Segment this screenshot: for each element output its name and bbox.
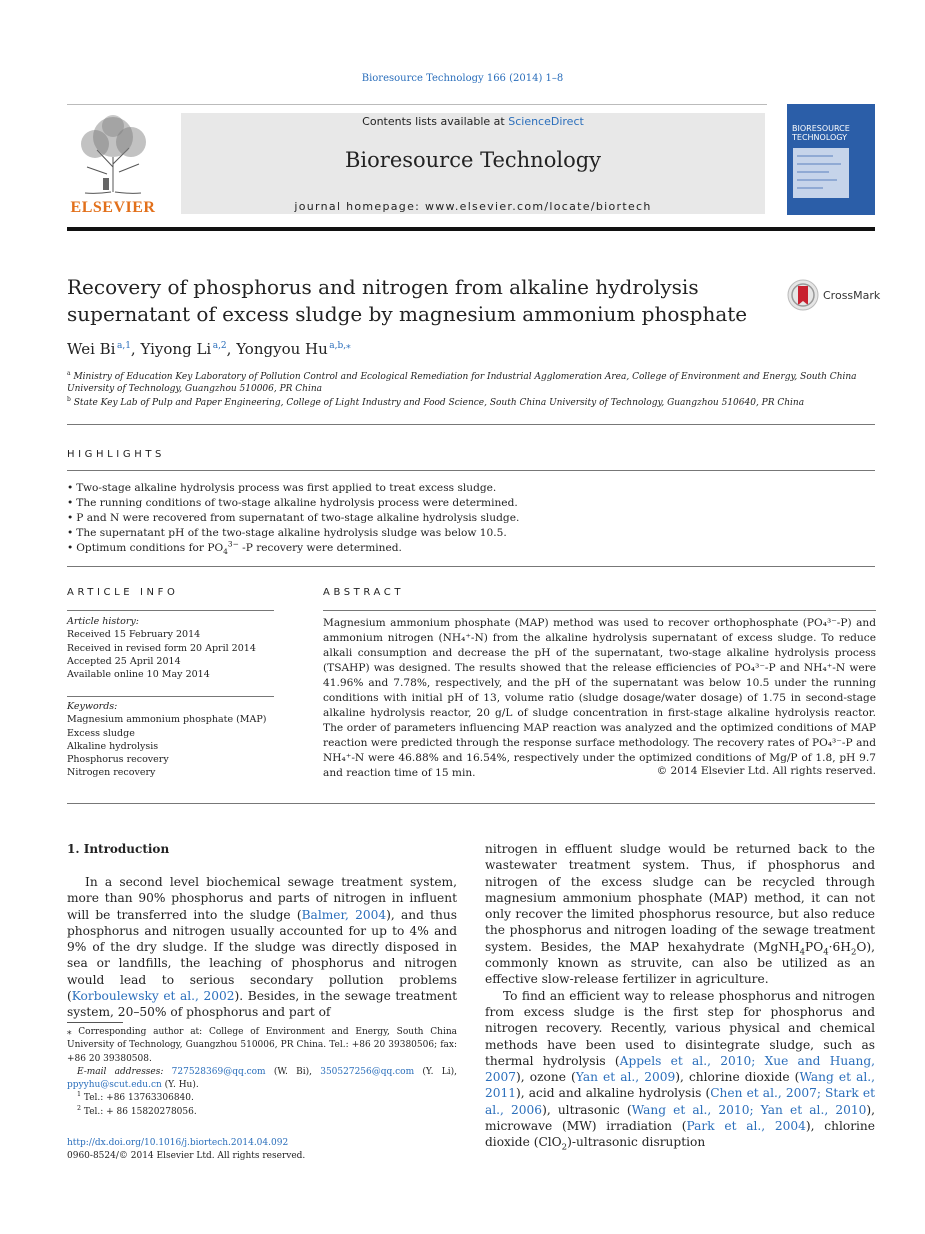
section-divider xyxy=(67,566,875,567)
history-item: Accepted 25 April 2014 xyxy=(67,655,181,667)
journal-name: Bioresource Technology xyxy=(344,148,602,172)
highlight-item: • Optimum conditions for $PO_4^{3-}$ -P recovery were determined. xyxy=(67,541,875,556)
introduction-heading: 1. Introduction xyxy=(67,842,170,856)
highlight-item: • P and N were recovered from supernatant of two-stage alkaline hydrolysis sludge. xyxy=(67,511,875,526)
highlight-item: • Two-stage alkaline hydrolysis process was first applied to treat excess sludge. xyxy=(67,481,875,496)
header-rule xyxy=(67,104,767,105)
section-divider xyxy=(67,424,875,425)
cover-graphic xyxy=(793,148,849,198)
crossmark-icon[interactable] xyxy=(787,279,819,311)
citation-link[interactable]: Korboulewsky et al., 2002 xyxy=(71,989,235,1004)
affiliation-a: $^a$ Ministry of Education Key Laboratory of Pollution Control and Ecological Remediation for Industrial Agglomeration Area, College of Environment and Energy, South China University of Technology, Guangzhou 510006, PR China xyxy=(67,370,857,394)
footnotes xyxy=(67,1026,457,1119)
citation-link[interactable]: Wang et al., 2011 xyxy=(485,1070,876,1101)
cover-title: BIORESOURCE TECHNOLOGY xyxy=(792,124,850,142)
citation-link[interactable]: Park et al., 2004 xyxy=(686,1119,806,1134)
author-name: Wei Bi xyxy=(67,340,116,358)
highlights-heading: HIGHLIGHTS xyxy=(67,449,165,460)
keyword-item: Phosphorus recovery xyxy=(67,754,169,766)
corresponding-author-note: ⁎ Corresponding author at: College of Environment and Energy, South China University of Technology, Guangzhou 510006, PR China. Tel.: +86 20 39380506; fax: +86 20 39380508. xyxy=(67,1027,457,1064)
history-item: Available online 10 May 2014 xyxy=(67,669,210,681)
sciencedirect-link[interactable]: ScienceDirect xyxy=(508,115,584,128)
highlights-list xyxy=(67,481,875,556)
affiliation-b: $^b$ State Key Lab of Pulp and Paper Engineering, College of Light Industry and Food Science, South China University of Technology, Guangzhou 510640, PR China xyxy=(67,396,805,408)
author-name: Yiyong Li xyxy=(140,340,212,358)
section-divider xyxy=(67,803,875,804)
article-title: Recovery of phosphorus and nitrogen from alkaline hydrolysis supernatant of excess sludge by magnesium ammonium phosphate xyxy=(67,275,748,326)
keyword-item: Excess sludge xyxy=(67,727,135,739)
author-affil-mark[interactable]: a,b,⁎ xyxy=(329,341,351,351)
article-info-heading: ARTICLE INFO xyxy=(67,587,179,598)
journal-reference[interactable]: Bioresource Technology 166 (2014) 1–8 xyxy=(361,73,564,84)
crossmark-label[interactable]: CrossMark xyxy=(823,289,881,302)
footnote-rule xyxy=(67,1022,123,1023)
intro-paragraph: In a second level biochemical sewage treatment system, more than 90% phosphorus and parts of nitrogen in influent will be transferred into the sludge (Balmer, 2004), and thus phosphorus and nitrogen usually accounted for up to 4% and 9% of the dry sludge. If the sludge was directly disposed in sea or landfills, the leaching of phosphorus and nitrogen would lead to serious secondary pollution problems (Korboulewsky et al., 2002). Besides, in the sewage treatment system, 20–50% of phosphorus and part of xyxy=(67,875,457,1020)
intro-left-column xyxy=(67,874,457,1021)
intro-paragraph: To find an efficient way to release phosphorus and nitrogen from excess sludge is the first step for phosphorus and nitrogen recovery. Recently, various physical and chemical methods have been used to disintegrate sludge, such as thermal hydrolysis (Appels et al., 2010; Xue and Huang, 2007), ozone (Yan et al., 2009), chlorine dioxide (Wang et al., 2011), acid and alkaline hydrolysis (Chen et al., 2007; Stark et al., 2006), ultrasonic (Wang et al., 2010; Yan et al., 2010), microwave (MW) irradiation (Park et al., 2004), chlorine dioxide (ClO$_2$)-ultrasonic disruption xyxy=(485,988,876,1153)
keywords xyxy=(67,700,282,780)
masthead-divider xyxy=(67,227,875,231)
abstract-text: Magnesium ammonium phosphate (MAP) method was used to recover orthophosphate (PO₄³⁻-P) and ammonium nitrogen (NH₄⁺-N) from the alkaline hydrolysis supernatant of excess sludge. To reduce alkali consumption and decrease the pH of the supernatant, two-stage alkaline hydrolysis process (TSAHP) was designed. The results showed that the release efficiencies of PO₄³⁻-P and NH₄⁺-N were 41.96% and 7.78%, respectively, and the pH of the supernatant was below 10.5 under the running conditions with initial pH of 13, volume ratio (sludge dosage/water dosage) of 1.75 in second-stage alkaline hydrolysis reactor, 20 g/L of sludge concentration in first-stage alkaline hydrolysis reactor. The order of parameters influencing MAP reaction was analyzed and the optimized conditions of MAP reaction were predicted through the response surface methodology. The recovery rates of PO₄³⁻-P and NH₄⁺-N were 46.88% and 16.54%, respectively under the optimized conditions of Mg/P of 1.8, pH 9.7 and reaction time of 15 min. xyxy=(323,617,876,779)
citation-link[interactable]: Balmer, 2004 xyxy=(301,907,387,922)
author-affil-mark[interactable]: a,1 xyxy=(116,341,131,351)
citation-link[interactable]: Wang et al., 2010; Yan et al., 2010 xyxy=(631,1102,867,1117)
author-name: Yongyou Hu xyxy=(236,340,328,358)
contents-line: Contents lists available at ScienceDirect xyxy=(362,115,584,128)
footnote-1: $^1$ Tel.: +86 13763306840. xyxy=(77,1091,194,1104)
abstract-copyright: © 2014 Elsevier Ltd. All rights reserved. xyxy=(656,765,876,777)
doi-block xyxy=(67,1137,305,1163)
highlight-item: • The running conditions of two-stage alkaline hydrolysis process were determined. xyxy=(67,496,875,511)
keyword-item: Magnesium ammonium phosphate (MAP) xyxy=(67,714,267,726)
abstract-rule xyxy=(323,610,876,611)
email-link[interactable]: 350527256@qq.com xyxy=(320,1066,415,1077)
intro-right-column xyxy=(485,841,875,1151)
author-list: Wei Bi $^{a,1}$, Yiyong Li $^{a,2}$, Yongyou Hu $^{a,b,⁎}$ xyxy=(67,340,351,358)
abstract-heading: ABSTRACT xyxy=(323,587,405,598)
citation-link[interactable]: Chen et al., 2007; Stark et al., 2006 xyxy=(485,1086,875,1117)
highlights-rule xyxy=(67,470,875,471)
elsevier-wordmark: ELSEVIER xyxy=(70,199,156,216)
email-note: E-mail addresses: 727528369@qq.com (W. Bi), 350527256@qq.com (Y. Li), ppyyhu@scut.edu.cn (Y. Hu). xyxy=(67,1066,457,1091)
citation-link[interactable]: Appels et al., 2010; Xue and Huang, 2007 xyxy=(485,1053,875,1085)
intro-paragraph: nitrogen in effluent sludge would be returned back to the wastewater treatment system. Thus, if phosphorus and nitrogen of the excess sludge can be recycled through magnesium ammonium phosphate (MAP) method, it can not only recover the limited phosphorus resource, but also reduce the phosphorus and nitrogen loading of the sewage treatment system. Besides, the MAP hexahydrate $(MgNH_4PO_4\cdot 6H_2O)$, commonly known as struvite, can also be utilized as an effective slow-release fertilizer in agriculture. xyxy=(485,842,875,987)
citation-link[interactable]: Yan et al., 2009 xyxy=(575,1070,676,1085)
info-rule xyxy=(67,696,274,697)
author-affil-mark[interactable]: a,2 xyxy=(212,341,227,351)
highlight-item: • The supernatant pH of the two-stage alkaline hydrolysis sludge was below 10.5. xyxy=(67,526,875,541)
issn-line: 0960-8524/© 2014 Elsevier Ltd. All rights reserved. xyxy=(67,1151,306,1161)
email-link[interactable]: 727528369@qq.com xyxy=(171,1066,266,1077)
history-label: Article history: xyxy=(67,616,139,627)
doi-link[interactable]: http://dx.doi.org/10.1016/j.biortech.2014.04.092 xyxy=(67,1138,289,1148)
history-item: Received 15 February 2014 xyxy=(67,629,201,641)
history-item: Received in revised form 20 April 2014 xyxy=(67,642,256,654)
footnote-2: $^2$ Tel.: + 86 15820278056. xyxy=(77,1104,197,1117)
article-history xyxy=(67,615,282,681)
info-rule xyxy=(67,610,274,611)
email-link[interactable]: ppyyhu@scut.edu.cn xyxy=(67,1080,162,1091)
keyword-item: Nitrogen recovery xyxy=(67,767,156,779)
keyword-item: Alkaline hydrolysis xyxy=(67,740,159,752)
journal-homepage[interactable]: journal homepage: www.elsevier.com/locate/biortech xyxy=(294,200,652,213)
keywords-label: Keywords: xyxy=(67,701,118,712)
